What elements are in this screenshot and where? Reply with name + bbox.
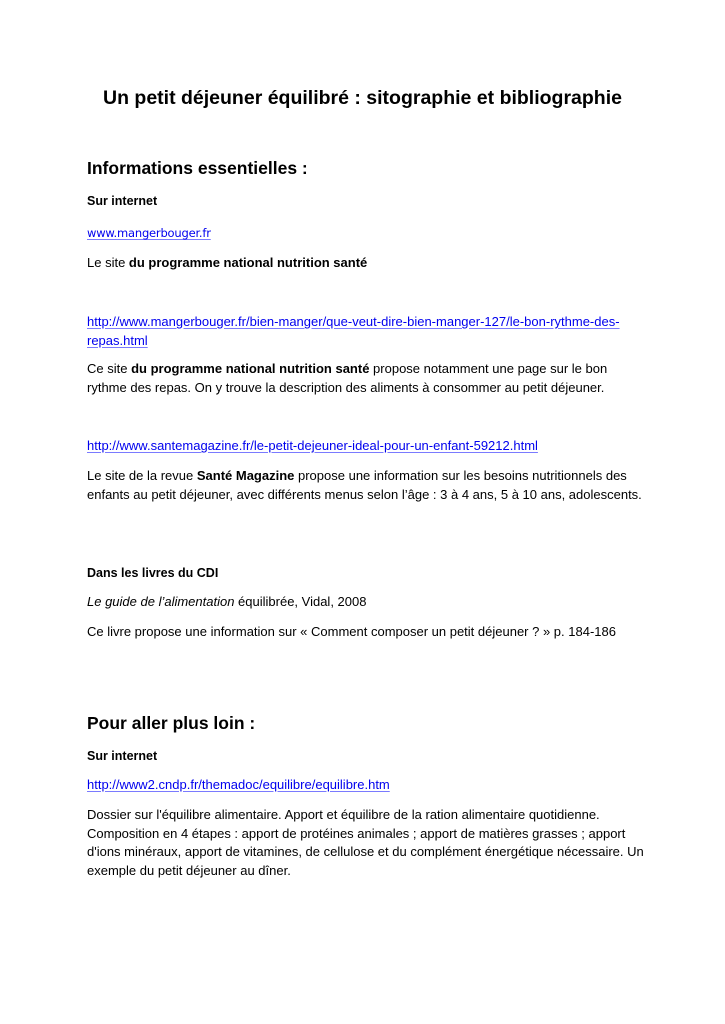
link-cndp-equilibre[interactable]: http://www2.cndp.fr/themadoc/equilibre/equilibre.htm	[87, 777, 390, 792]
entry-santemagazine-description	[87, 467, 647, 504]
entry-rythme-description	[87, 360, 647, 397]
description-text: Le site de la revue	[87, 468, 197, 483]
entry-mangerbouger-link-row	[87, 224, 647, 242]
section-heading-essentials: Informations essentielles :	[87, 158, 308, 178]
page-title: Un petit déjeuner équilibré : sitographie et bibliographie	[103, 87, 622, 109]
subheading-internet-2: Sur internet	[87, 749, 158, 763]
description-text: Ce site	[87, 361, 132, 376]
description-bold: du programme national nutrition santé	[131, 361, 370, 376]
description-bold: Santé Magazine	[196, 468, 295, 483]
section-heading-further: Pour aller plus loin :	[87, 713, 256, 733]
entry-santemagazine-link-row	[87, 437, 647, 456]
link-mangerbouger[interactable]: www.mangerbouger.fr	[87, 226, 211, 240]
book-reference	[87, 593, 647, 612]
description-text: propose une information sur les besoins nutritionnels des enfants au petit déjeuner, avec différents menus selon l’âge : 3 à 4 ans, 5 à 10 ans, adolescents.	[87, 468, 642, 502]
entry-mangerbouger-description	[87, 254, 647, 273]
link-line-2: repas.html	[87, 332, 148, 348]
book-details: équilibrée, Vidal, 2008	[234, 594, 367, 609]
book-description: Ce livre propose une information sur « Comment composer un petit déjeuner ? » p. 184-186	[87, 624, 616, 639]
book-title: Le guide de l’alimentation	[87, 594, 235, 609]
entry-cndp-link-row	[87, 776, 647, 795]
subheading-books: Dans les livres du CDI	[87, 566, 219, 580]
link-santemagazine[interactable]: http://www.santemagazine.fr/le-petit-dejeuner-ideal-pour-un-enfant-59212.html	[87, 438, 538, 453]
description-text: propose notamment une page sur le bon rythme des repas. On y trouve la description des aliments à consommer au petit déjeuner.	[87, 361, 608, 395]
entry-cndp-description: Dossier sur l'équilibre alimentaire. Apport et équilibre de la ration alimentaire quotidienne. Composition en 4 étapes : apport de protéines animales ; apport de matières grasses ; apport d'ions minéraux, apport de vitamines, de cellulose et du complément énergétique nécessaire. Un exemple du petit déjeuner au dîner.	[87, 807, 644, 878]
description-bold: du programme national nutrition santé	[128, 255, 368, 270]
subheading-internet: Sur internet	[87, 194, 158, 208]
link-line-1: http://www.mangerbouger.fr/bien-manger/que-veut-dire-bien-manger-127/le-bon-rythme-des-	[87, 314, 620, 329]
description-text: Le site	[87, 255, 129, 270]
entry-rythme-link-block	[87, 313, 647, 350]
link-bon-rythme-des-repas[interactable]	[87, 314, 620, 348]
